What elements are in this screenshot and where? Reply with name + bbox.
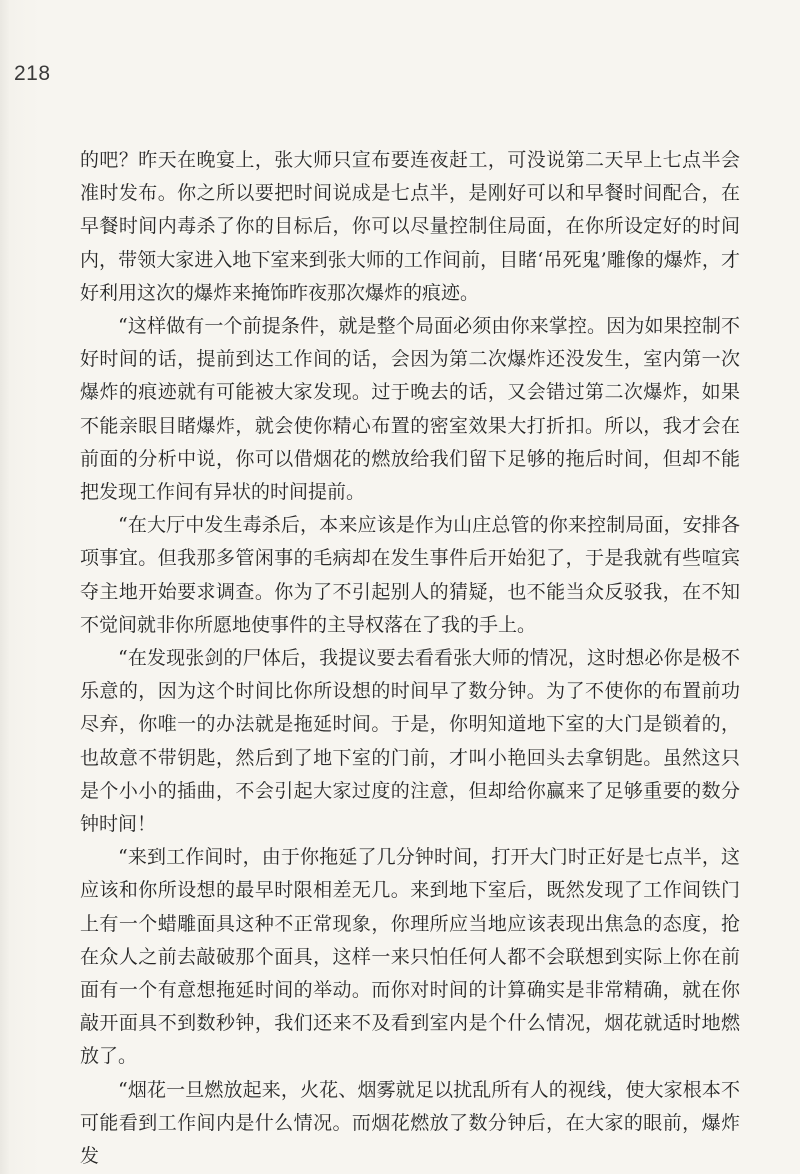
paragraph: “来到工作间时，由于你拖延了几分钟时间，打开大门时正好是七点半，这应该和你所设想的最早时限相差无几。来到地下室后，既然发现了工作间铁门上有一个蜡雕面具这种不正常现象，你理所应当地应该表现出焦急的态度，抢在众人之前去敲破那个面具，这样一来只怕任何人都不会联想到实际上你在前面有一个有意想拖延时间的举动。而你对时间的计算确实是非常精确，就在你敲开面具不到数秒钟，我们还来不及看到室内是个什么情况，烟花就适时地燃放了。 (80, 846, 740, 1068)
paragraph: “在发现张剑的尸体后，我提议要去看看张大师的情况，这时想必你是极不乐意的，因为这个时间比你所设想的时间早了数分钟。为了不使你的布置前功尽弃，你唯一的办法就是拖延时间。于是，你明知道地下室的大门是锁着的，也故意不带钥匙，然后到了地下室的门前，才叫小艳回头去拿钥匙。虽然这只是个小小的插曲，不会引起大家过度的注意，但却给你赢来了足够重要的数分钟时间！ (80, 647, 740, 836)
paragraph: “这样做有一个前提条件，就是整个局面必须由你来掌控。因为如果控制不好时间的话，提前到达工作间的话，会因为第二次爆炸还没发生，室内第一次爆炸的痕迹就有可能被大家发现。过于晚去的话，又会错过第二次爆炸，如果不能亲眼目睹爆炸，就会使你精心布置的密室效果大打折扣。所以，我才会在前面的分析中说，你可以借烟花的燃放给我们留下足够的拖后时间，但却不能把发现工作间有异状的时间提前。 (80, 315, 740, 504)
paragraph: “在大厅中发生毒杀后，本来应该是作为山庄总管的你来控制局面，安排各项事宜。但我那多管闲事的毛病却在发生事件后开始犯了，于是我就有些喧宾夺主地开始要求调查。你为了不引起别人的猜疑，也不能当众反驳我，在不知不觉间就非你所愿地使事件的主导权落在了我的手上。 (80, 514, 740, 636)
page-number: 218 (14, 62, 51, 85)
paragraph: “烟花一旦燃放起来，火花、烟雾就足以扰乱所有人的视线，使大家根本不可能看到工作间内是什么情况。而烟花燃放了数分钟后，在大家的眼前，爆炸发 (80, 1078, 740, 1168)
paragraph: 的吧？昨天在晚宴上，张大师只宣布要连夜赶工，可没说第二天早上七点半会准时发布。你之所以要把时间说成是七点半，是刚好可以和早餐时间配合，在早餐时间内毒杀了你的目标后，你可以尽量控制住局面，在你所设定好的时间内，带领大家进入地下室来到张大师的工作间前，目睹‘吊死鬼’雕像的爆炸，才好利用这次的爆炸来掩饰昨夜那次爆炸的痕迹。 (80, 149, 740, 304)
body-text (80, 144, 740, 1173)
